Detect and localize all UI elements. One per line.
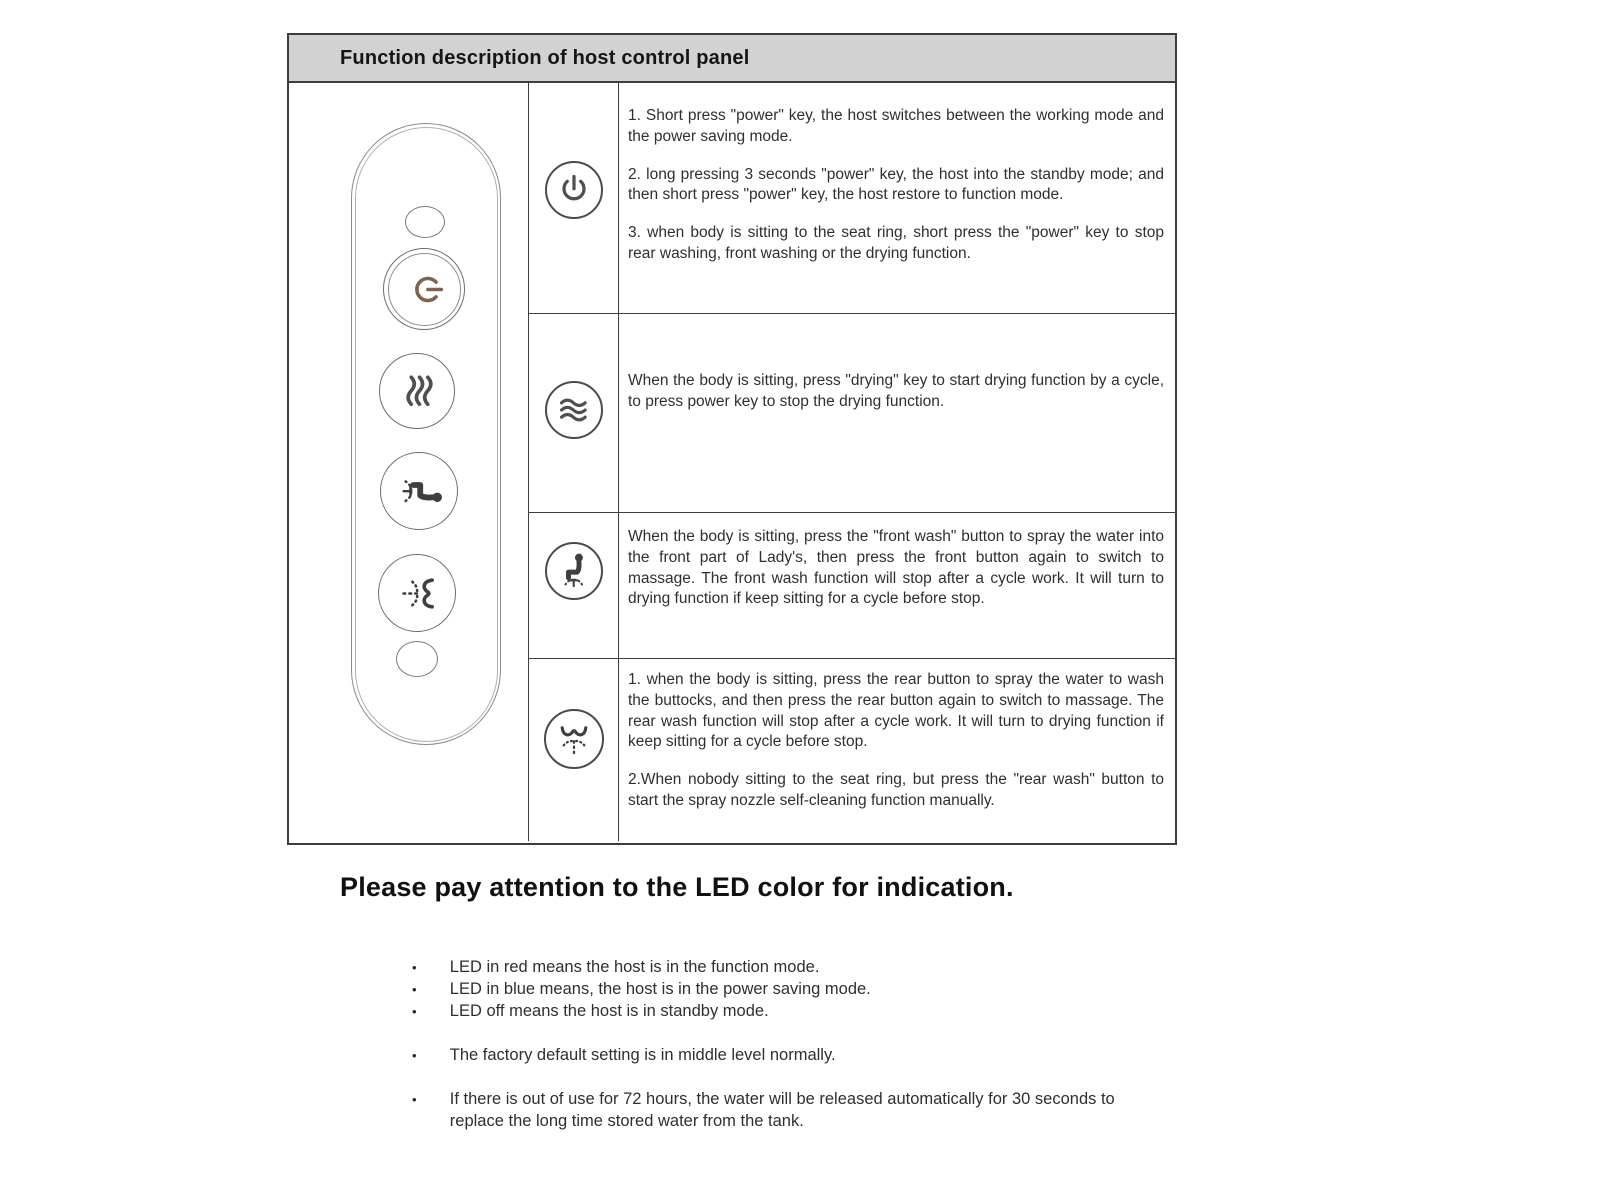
bullet-dot: • <box>412 1048 417 1063</box>
table-row-power <box>529 83 1175 314</box>
table-row-front-wash <box>529 513 1175 659</box>
rear-wash-description <box>619 659 1175 841</box>
paragraph: 2. long pressing 3 seconds "power" key, the host into the standby mode; and then short press "power" key, the host restore to function mode. <box>628 165 1164 204</box>
list-item <box>412 978 1132 1000</box>
seat-sensor-button <box>396 641 438 677</box>
drying-description <box>619 314 1175 512</box>
function-table <box>287 33 1177 845</box>
rear-wash-icon <box>544 709 604 769</box>
notice-heading: Please pay attention to the LED color for indication. <box>340 872 1014 902</box>
list-item <box>412 1000 1132 1022</box>
table-body <box>289 83 1175 841</box>
bullet-text: LED in red means the host is in the function mode. <box>449 958 820 976</box>
list-item <box>412 1044 1132 1066</box>
rear-wash-button <box>378 554 456 632</box>
paragraph: 1. Short press "power" key, the host switches between the working mode and the power saving mode. <box>628 107 1164 145</box>
bullet-dot: • <box>412 1092 417 1107</box>
power-icon-cell <box>529 83 619 313</box>
front-wash-description <box>619 513 1175 658</box>
rear-wash-icon-cell <box>529 659 619 841</box>
power-button <box>383 248 465 330</box>
description-rows <box>529 83 1175 841</box>
led-indicator <box>405 206 445 238</box>
paragraph: 3. when body is sitting to the seat ring, short press the "power" key to stop rear washing, front washing or the drying function. <box>628 224 1164 262</box>
bullet-text: The factory default setting is in middle level normally. <box>449 1046 836 1064</box>
power-description <box>619 83 1175 313</box>
front-wash-icon <box>391 465 448 517</box>
front-wash-icon <box>545 542 603 600</box>
paragraph: 1. when the body is sitting, press the rear button to spray the water to wash the buttocks, and then press the rear button again to switch to massage. The rear wash function will stop after a cycle work. It will turn to drying function if keep sitting for a cycle before stop. <box>628 671 1164 751</box>
bullet-text: LED in blue means, the host is in the power saving mode. <box>449 980 871 998</box>
bullet-dot: • <box>412 960 417 975</box>
bullet-text: If there is out of use for 72 hours, the water will be released automatically for 30 seconds to replace the long time stored water from the tank. <box>449 1090 1115 1130</box>
paragraph: When the body is sitting, press the "front wash" button to spray the water into the front part of Lady's, then press the front button again to switch to massage. The front wash function will stop after a cycle work. It will turn to drying function if keep sitting for a cycle before stop. <box>628 528 1164 608</box>
drying-icon <box>545 381 603 439</box>
list-item <box>412 1088 1132 1132</box>
paragraph: When the body is sitting, press "drying" key to start drying function by a cycle, to press power key to stop the drying function. <box>628 372 1164 410</box>
bullet-dot: • <box>412 982 417 997</box>
table-row-rear-wash <box>529 659 1175 841</box>
control-panel-drawing-cell <box>289 83 529 841</box>
front-wash-icon-cell <box>529 513 619 658</box>
bullet-text: LED off means the host is in standby mode. <box>449 1002 769 1020</box>
table-row-drying <box>529 314 1175 513</box>
bullet-dot: • <box>412 1004 417 1019</box>
drying-button <box>379 353 455 429</box>
drying-icon-cell <box>529 314 619 512</box>
drying-icon <box>391 367 444 415</box>
front-wash-button <box>380 452 458 530</box>
table-title: Function description of host control panel <box>289 35 1175 83</box>
power-icon <box>545 161 603 219</box>
rear-wash-icon <box>389 567 446 619</box>
list-item <box>412 956 1132 978</box>
notice-bullet-list <box>412 956 1132 1132</box>
remote-panel-outline <box>351 123 501 745</box>
power-icon <box>400 267 449 311</box>
paragraph: 2.When nobody sitting to the seat ring, but press the "rear wash" button to start the spray nozzle self-cleaning function manually. <box>628 771 1164 809</box>
